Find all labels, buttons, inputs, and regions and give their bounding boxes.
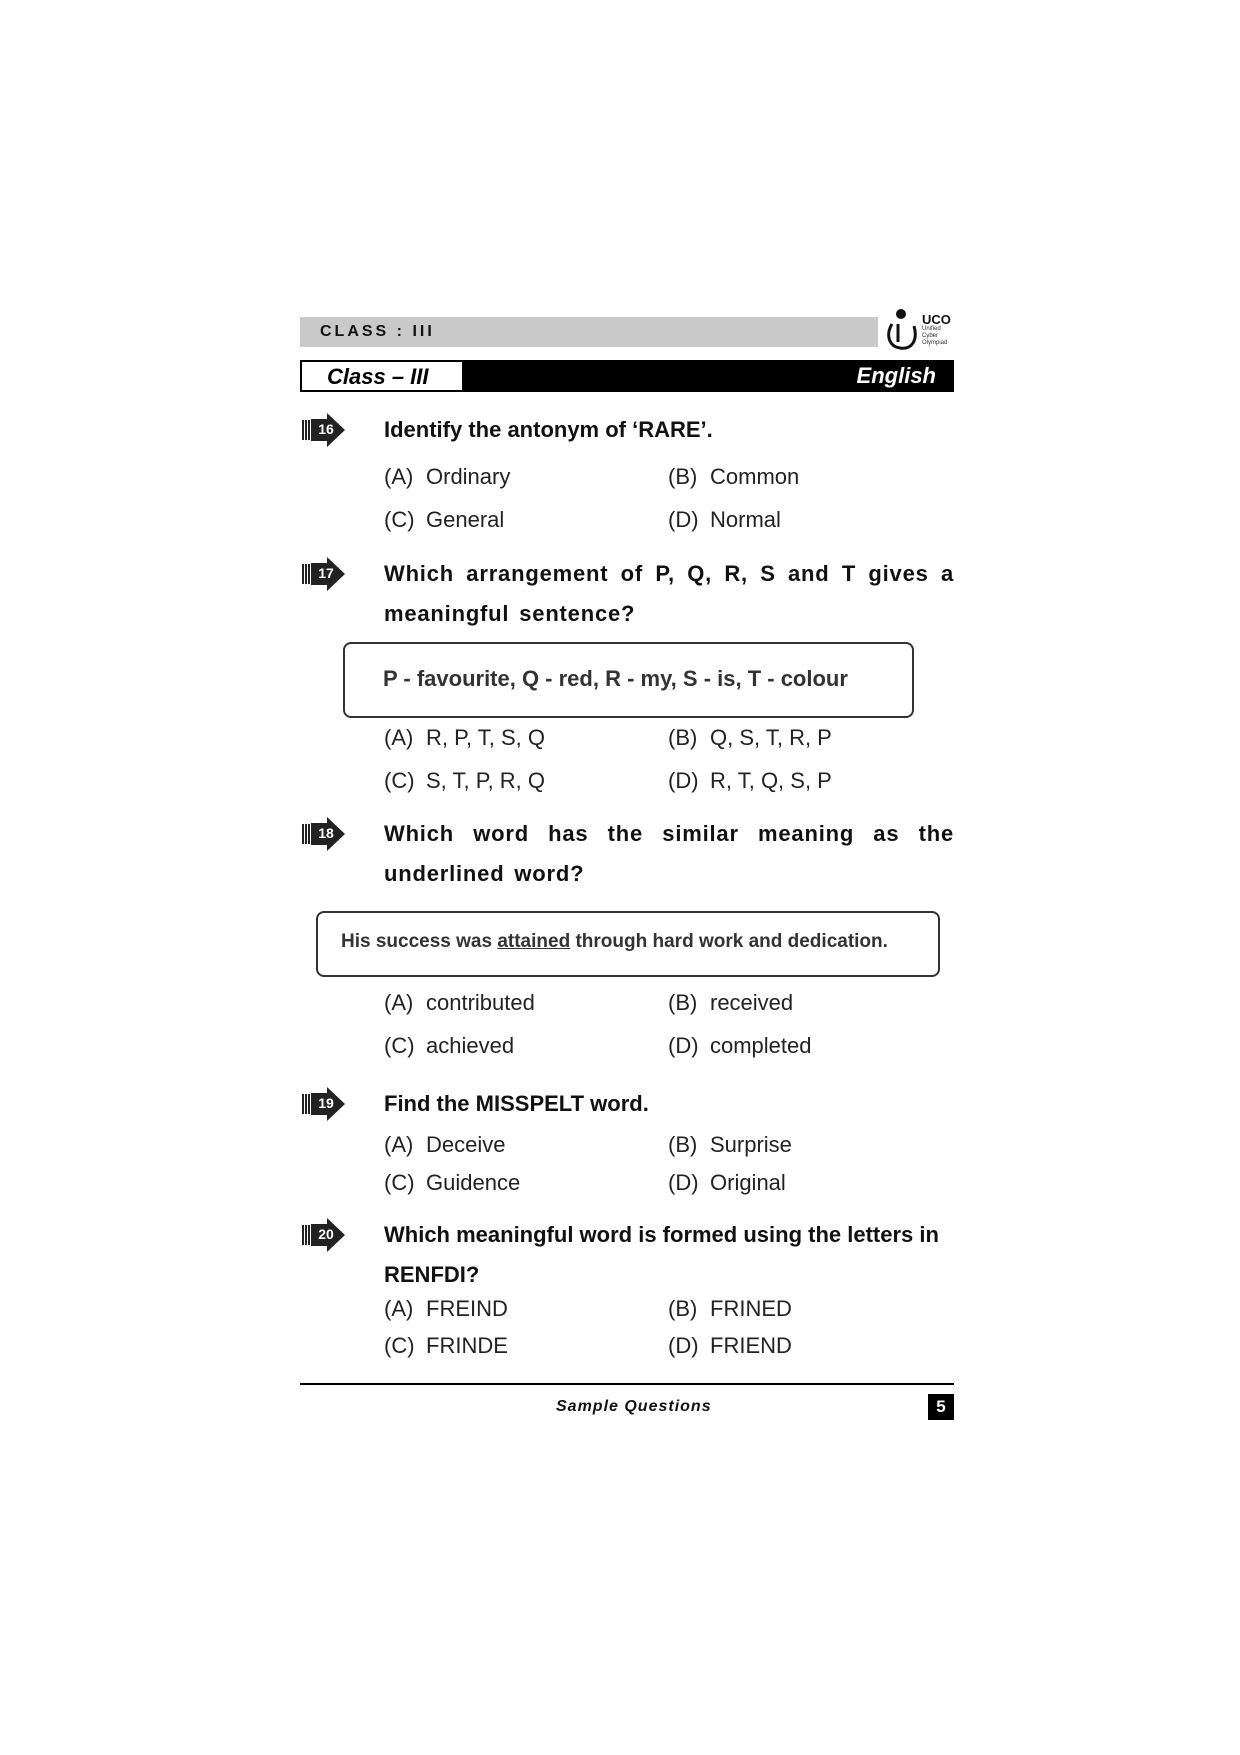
option-a: (A) Ordinary xyxy=(384,464,511,489)
footer-text: Sample Questions xyxy=(556,1398,712,1415)
option-d: (D) completed xyxy=(668,1033,812,1058)
sentence: His success was attained through hard work and dedication. xyxy=(341,931,888,952)
title-bar xyxy=(300,360,954,392)
uco-logo xyxy=(886,308,958,354)
option-c: (C) General xyxy=(384,507,505,532)
footer-divider xyxy=(300,1383,954,1385)
option-b: (B) FRINED xyxy=(668,1296,792,1321)
option-a: (A) R, P, T, S, Q xyxy=(384,725,546,750)
question-text: Which arrangement of P, Q, R, S and T gives a meaningful sentence? xyxy=(384,561,954,626)
option-b: (B) Common xyxy=(668,464,800,489)
option-b: (B) Q, S, T, R, P xyxy=(668,725,832,750)
class-label: Class – III xyxy=(327,364,429,389)
option-d: (D) R, T, Q, S, P xyxy=(668,768,832,793)
option-d: (D) Original xyxy=(668,1170,786,1195)
option-c: (C) Guidence xyxy=(384,1170,521,1195)
question-text: Which word has the similar meaning as the underlined word? xyxy=(384,821,954,886)
option-c: (C) S, T, P, R, Q xyxy=(384,768,546,793)
class-label-box xyxy=(302,362,462,390)
logo-tagline: Unified Cyber Olympiad xyxy=(922,326,948,346)
option-b: (B) Surprise xyxy=(668,1132,792,1157)
question-number-marker: 16 xyxy=(302,413,346,447)
question-number-marker: 17 xyxy=(302,557,346,591)
question-text: Identify the antonym of ‘RARE’. xyxy=(384,417,713,442)
question-number-marker: 20 xyxy=(302,1218,346,1252)
option-d: (D) Normal xyxy=(668,507,781,532)
class-header-bar xyxy=(300,317,878,347)
sentence-box xyxy=(316,911,940,977)
uco-logo-icon xyxy=(886,308,922,354)
option-b: (B) received xyxy=(668,990,794,1015)
question-text: Find the MISSPELT word. xyxy=(384,1091,649,1116)
option-a: (A) Deceive xyxy=(384,1132,506,1157)
sentence-parts: P - favourite, Q - red, R - my, S - is, T - colour xyxy=(383,666,848,691)
page-number: 5 xyxy=(928,1394,954,1420)
option-d: (D) FRIEND xyxy=(668,1333,792,1358)
question-text: Which meaningful word is formed using the letters in RENFDI? xyxy=(384,1222,939,1287)
question-number-marker: 19 xyxy=(302,1087,346,1121)
option-c: (C) achieved xyxy=(384,1033,515,1058)
logo-name: UCO xyxy=(922,312,951,327)
class-header-text: CLASS : III xyxy=(320,323,435,340)
question-number-marker: 18 xyxy=(302,817,346,851)
sentence-parts-box xyxy=(343,642,914,718)
option-c: (C) FRINDE xyxy=(384,1333,508,1358)
underlined-word: attained xyxy=(497,931,571,952)
subject-label: English xyxy=(856,363,936,388)
option-a: (A) FREIND xyxy=(384,1296,508,1321)
option-a: (A) contributed xyxy=(384,990,535,1015)
